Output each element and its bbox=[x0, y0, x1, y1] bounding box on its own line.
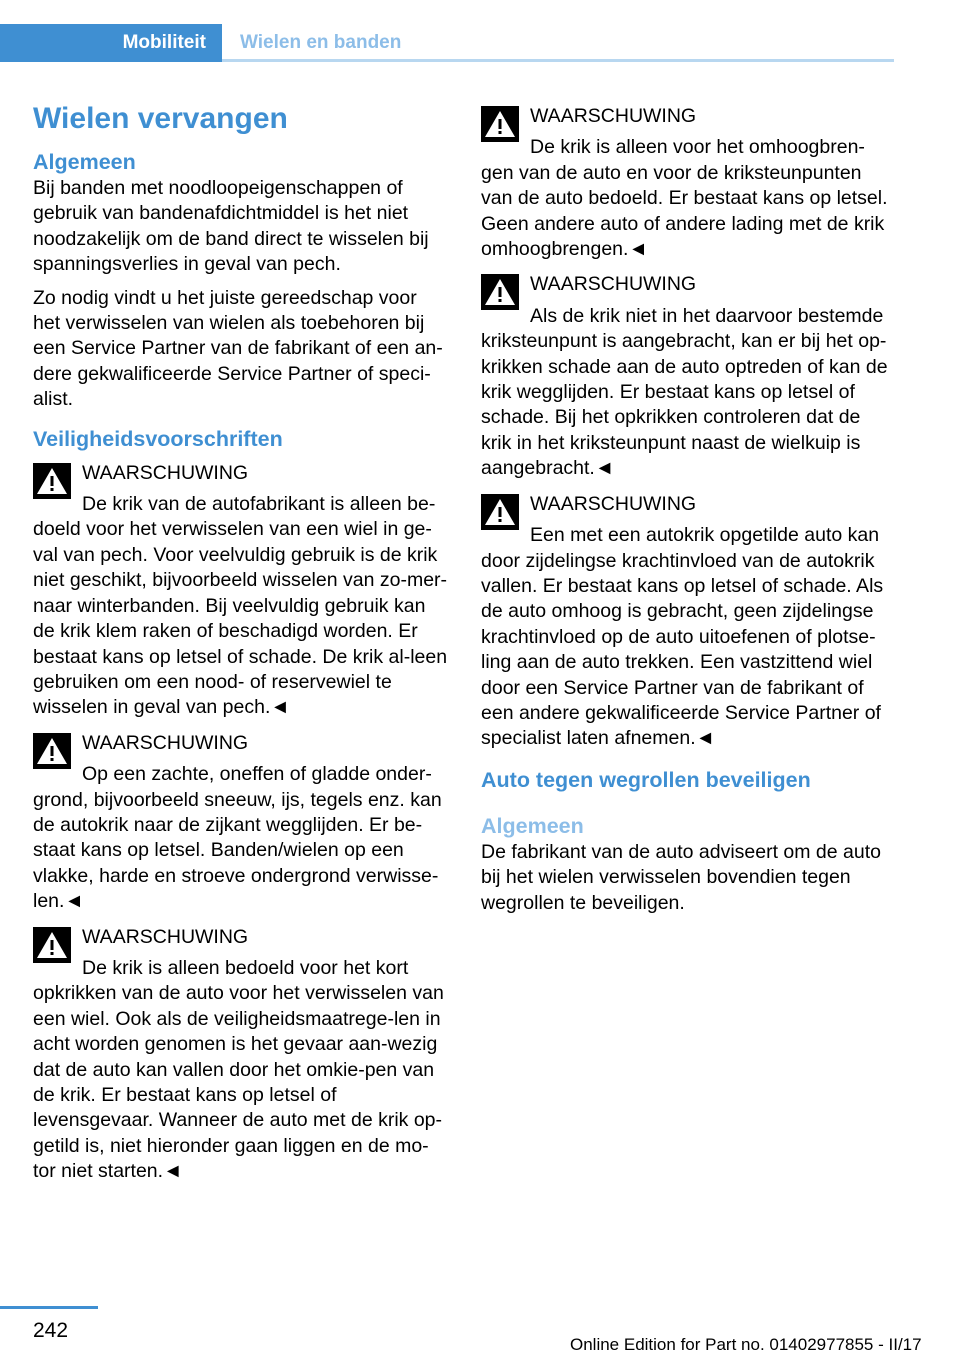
paragraph: Bij banden met noodloopeigenschappen of gebruik van bandenafdichtmiddel is het niet noodzakelijk om de band direct te wisselen bij spanningsverlies in geval van pech. bbox=[33, 177, 429, 276]
warning-block bbox=[33, 925, 449, 1185]
warning-triangle-icon bbox=[33, 927, 71, 963]
subsection-heading-algemeen: Algemeen bbox=[481, 813, 584, 838]
warning-text: Een met een autokrik opgetilde auto kan door zijdelingse krachtinvloed van de autokrik vallen. Er bestaat kans op letsel of schade. Als de auto omhoog is gebracht, geen zijdelingse krachtinvloed op de auto uitoefenen of plotse-ling aan de auto trekken. Een vastzittend wiel door een Service Partner van de fabrikant of een andere gekwalificeerde Service Partner of specialist laten afnemen.◄ bbox=[481, 524, 884, 750]
warning-text: De krik van de autofabrikant is alleen be-doeld voor het verwisselen van een wiel in ge-val van pech. Voor veelvuldig gebruik is de krik niet geschikt, bijvoorbeeld wisselen van zo-mer- naar winterbanden. Bij veelvuldig gebruik kan de krik klem raken of beschadigd worden. Er bestaat kans op letsel of schade. De krik al-leen gebruiken om een nood- of reservewiel te wisselen in geval van pech.◄ bbox=[33, 493, 448, 719]
footer-divider bbox=[0, 1306, 98, 1309]
page-header bbox=[0, 0, 960, 64]
warning-block bbox=[481, 492, 895, 752]
warning-title: WAARSCHUWING bbox=[530, 273, 697, 296]
tab-mobiliteit[interactable]: Mobiliteit bbox=[0, 24, 222, 62]
warning-triangle-icon bbox=[481, 106, 519, 142]
warning-title: WAARSCHUWING bbox=[82, 731, 249, 754]
paragraph: Zo nodig vindt u het juiste gereedschap voor het verwisselen van wielen als toebehoren bij een Service Partner van de fabrikant of een an-dere gekwalificeerde Service Partner of speci-alist. bbox=[33, 286, 443, 411]
warning-title: WAARSCHUWING bbox=[530, 492, 697, 515]
left-column bbox=[33, 98, 449, 1195]
warning-text: De krik is alleen bedoeld voor het kort opkrikken van de auto voor het verwisselen van een wiel. Ook als de veiligheidsmaatrege-len in acht worden genomen is het gevaar aan-wezig dat de auto kan vallen door het omkie-pen van de krik. Er bestaat kans op letsel of levensgevaar. Wanneer de auto met de krik op-getild is, niet hieronder gaan liggen en de mo-tor niet starten.◄ bbox=[33, 956, 444, 1183]
section-heading-veiligheid: Veiligheidsvoorschriften bbox=[33, 426, 283, 451]
warning-title: WAARSCHUWING bbox=[82, 461, 249, 484]
section-heading-algemeen: Algemeen bbox=[33, 150, 136, 174]
warning-triangle-icon bbox=[33, 733, 71, 769]
warning-text: De krik is alleen voor het omhoogbren-gen van de auto en voor de kriksteunpunten van de auto bedoeld. Er bestaat kans op letsel. Geen andere auto of andere lading met de krik omhoogbrengen.◄ bbox=[481, 136, 888, 261]
warning-triangle-icon bbox=[481, 494, 519, 530]
paragraph: De fabrikant van de auto adviseert om de auto bij het wielen verwisselen bovendien tegen wegrollen te beveiligen. bbox=[481, 840, 881, 914]
warning-block bbox=[481, 272, 895, 481]
page-title: Wielen vervangen bbox=[33, 102, 288, 135]
section-heading-wegrollen: Auto tegen wegrollen beveiligen bbox=[481, 767, 811, 792]
warning-text: Op een zachte, oneffen of gladde onder-grond, bijvoorbeeld sneeuw, ijs, tegels enz. kan de autokrik naar de zijkant wegglijden. Er be-staat kans op letsel. Banden/wielen op een vlakke, harde en stroeve ondergrond verwisse-len.◄ bbox=[33, 763, 442, 913]
header-divider bbox=[222, 59, 894, 62]
warning-title: WAARSCHUWING bbox=[82, 925, 249, 948]
warning-block bbox=[481, 104, 895, 262]
warning-block bbox=[33, 731, 449, 915]
warning-triangle-icon bbox=[481, 274, 519, 310]
warning-block bbox=[33, 461, 449, 721]
warning-text: Als de krik niet in het daarvoor bestemde kriksteunpunt is aangebracht, kan er bij het op-krikken schade aan de auto optreden of kan de krik wegglijden. Er bestaat kans op letsel of schade. Bij het opkrikken controleren dat de krik in het kriksteunpunt naast de wielkuip is aangebracht.◄ bbox=[481, 304, 888, 480]
right-column bbox=[481, 104, 895, 924]
edition-footer: Online Edition for Part no. 01402977855 - II/17 bbox=[570, 1335, 922, 1354]
warning-title: WAARSCHUWING bbox=[530, 105, 697, 127]
warning-triangle-icon bbox=[33, 463, 71, 499]
tab-wielen-en-banden[interactable]: Wielen en banden bbox=[240, 32, 402, 53]
page-number: 242 bbox=[33, 1319, 69, 1342]
